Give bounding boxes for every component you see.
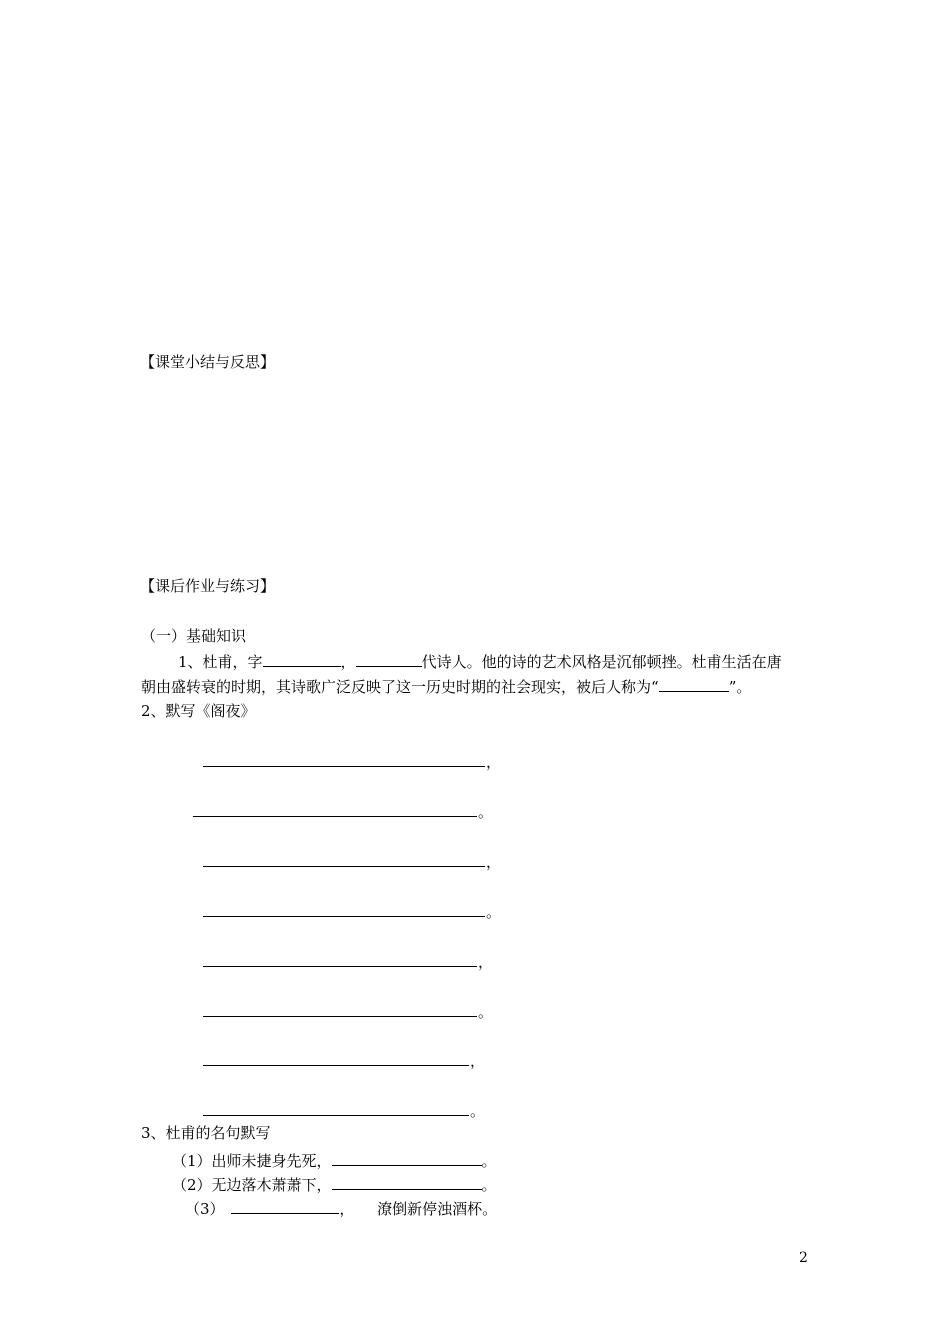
q1-text-line2-end: ”。 [728,678,752,696]
question-1-line-2 [141,676,751,697]
poem-punct-4: 。 [486,903,502,921]
poem-blank-line-7[interactable] [203,1065,469,1066]
poem-blank-line-2[interactable] [193,816,477,817]
poem-blank-line-4[interactable] [203,916,485,917]
question-3-title: 3、杜甫的名句默写 [141,1124,271,1142]
poem-blank-line-1[interactable] [203,766,485,767]
q3-item1-text: （1）出师未捷身先死， [172,1152,332,1170]
q1-text-comma: ， [340,653,356,671]
poem-punct-1: ， [486,753,502,771]
q3-item3-label: （3） [185,1200,225,1218]
poem-punct-2: 。 [478,803,494,821]
section-heading-summary: 【课堂小结与反思】 [140,353,276,371]
poem-punct-6: 。 [478,1003,494,1021]
q3-item2-blank[interactable] [332,1174,482,1190]
poem-punct-7: ， [470,1052,486,1070]
q1-blank-courtesy-name[interactable] [263,651,341,667]
q3-item1-end: 。 [481,1152,497,1170]
q1-text-line2: 朝由盛转衰的时期，其诗歌广泛反映了这一历史时期的社会现实，被后人称为“ [141,678,659,696]
poem-blank-line-8[interactable] [203,1115,469,1116]
question-3-item-2 [172,1174,497,1195]
page-number: 2 [799,1250,808,1266]
question-2-title: 2、默写《阁夜》 [141,702,256,720]
q3-item2-text: （2）无边落木萧萧下， [172,1176,332,1194]
q3-item2-end: 。 [481,1176,497,1194]
q1-text-courtesy-name: 1、杜甫，字 [178,653,263,671]
question-3-item-3 [185,1198,497,1219]
poem-blank-line-3[interactable] [203,866,485,867]
part-heading-basic-knowledge: （一）基础知识 [141,627,247,645]
poem-punct-8: 。 [470,1102,486,1120]
section-heading-homework: 【课后作业与练习】 [140,577,276,595]
q1-blank-dynasty[interactable] [356,651,422,667]
q1-text-rest: 代诗人。他的诗的艺术风格是沉郁顿挫。杜甫生活在唐 [421,653,782,671]
question-3-item-1 [172,1150,497,1171]
poem-punct-5: ， [478,953,494,971]
poem-blank-line-6[interactable] [203,1016,477,1017]
q1-blank-title[interactable] [659,676,729,692]
q3-item3-comma: ， [339,1200,355,1218]
q3-item1-blank[interactable] [332,1150,482,1166]
q3-item3-text: 潦倒新停浊酒杯。 [377,1200,498,1218]
poem-blank-line-5[interactable] [203,966,477,967]
question-1-line-1 [178,651,782,672]
q3-item3-blank[interactable] [231,1198,339,1214]
poem-punct-3: ， [486,853,502,871]
